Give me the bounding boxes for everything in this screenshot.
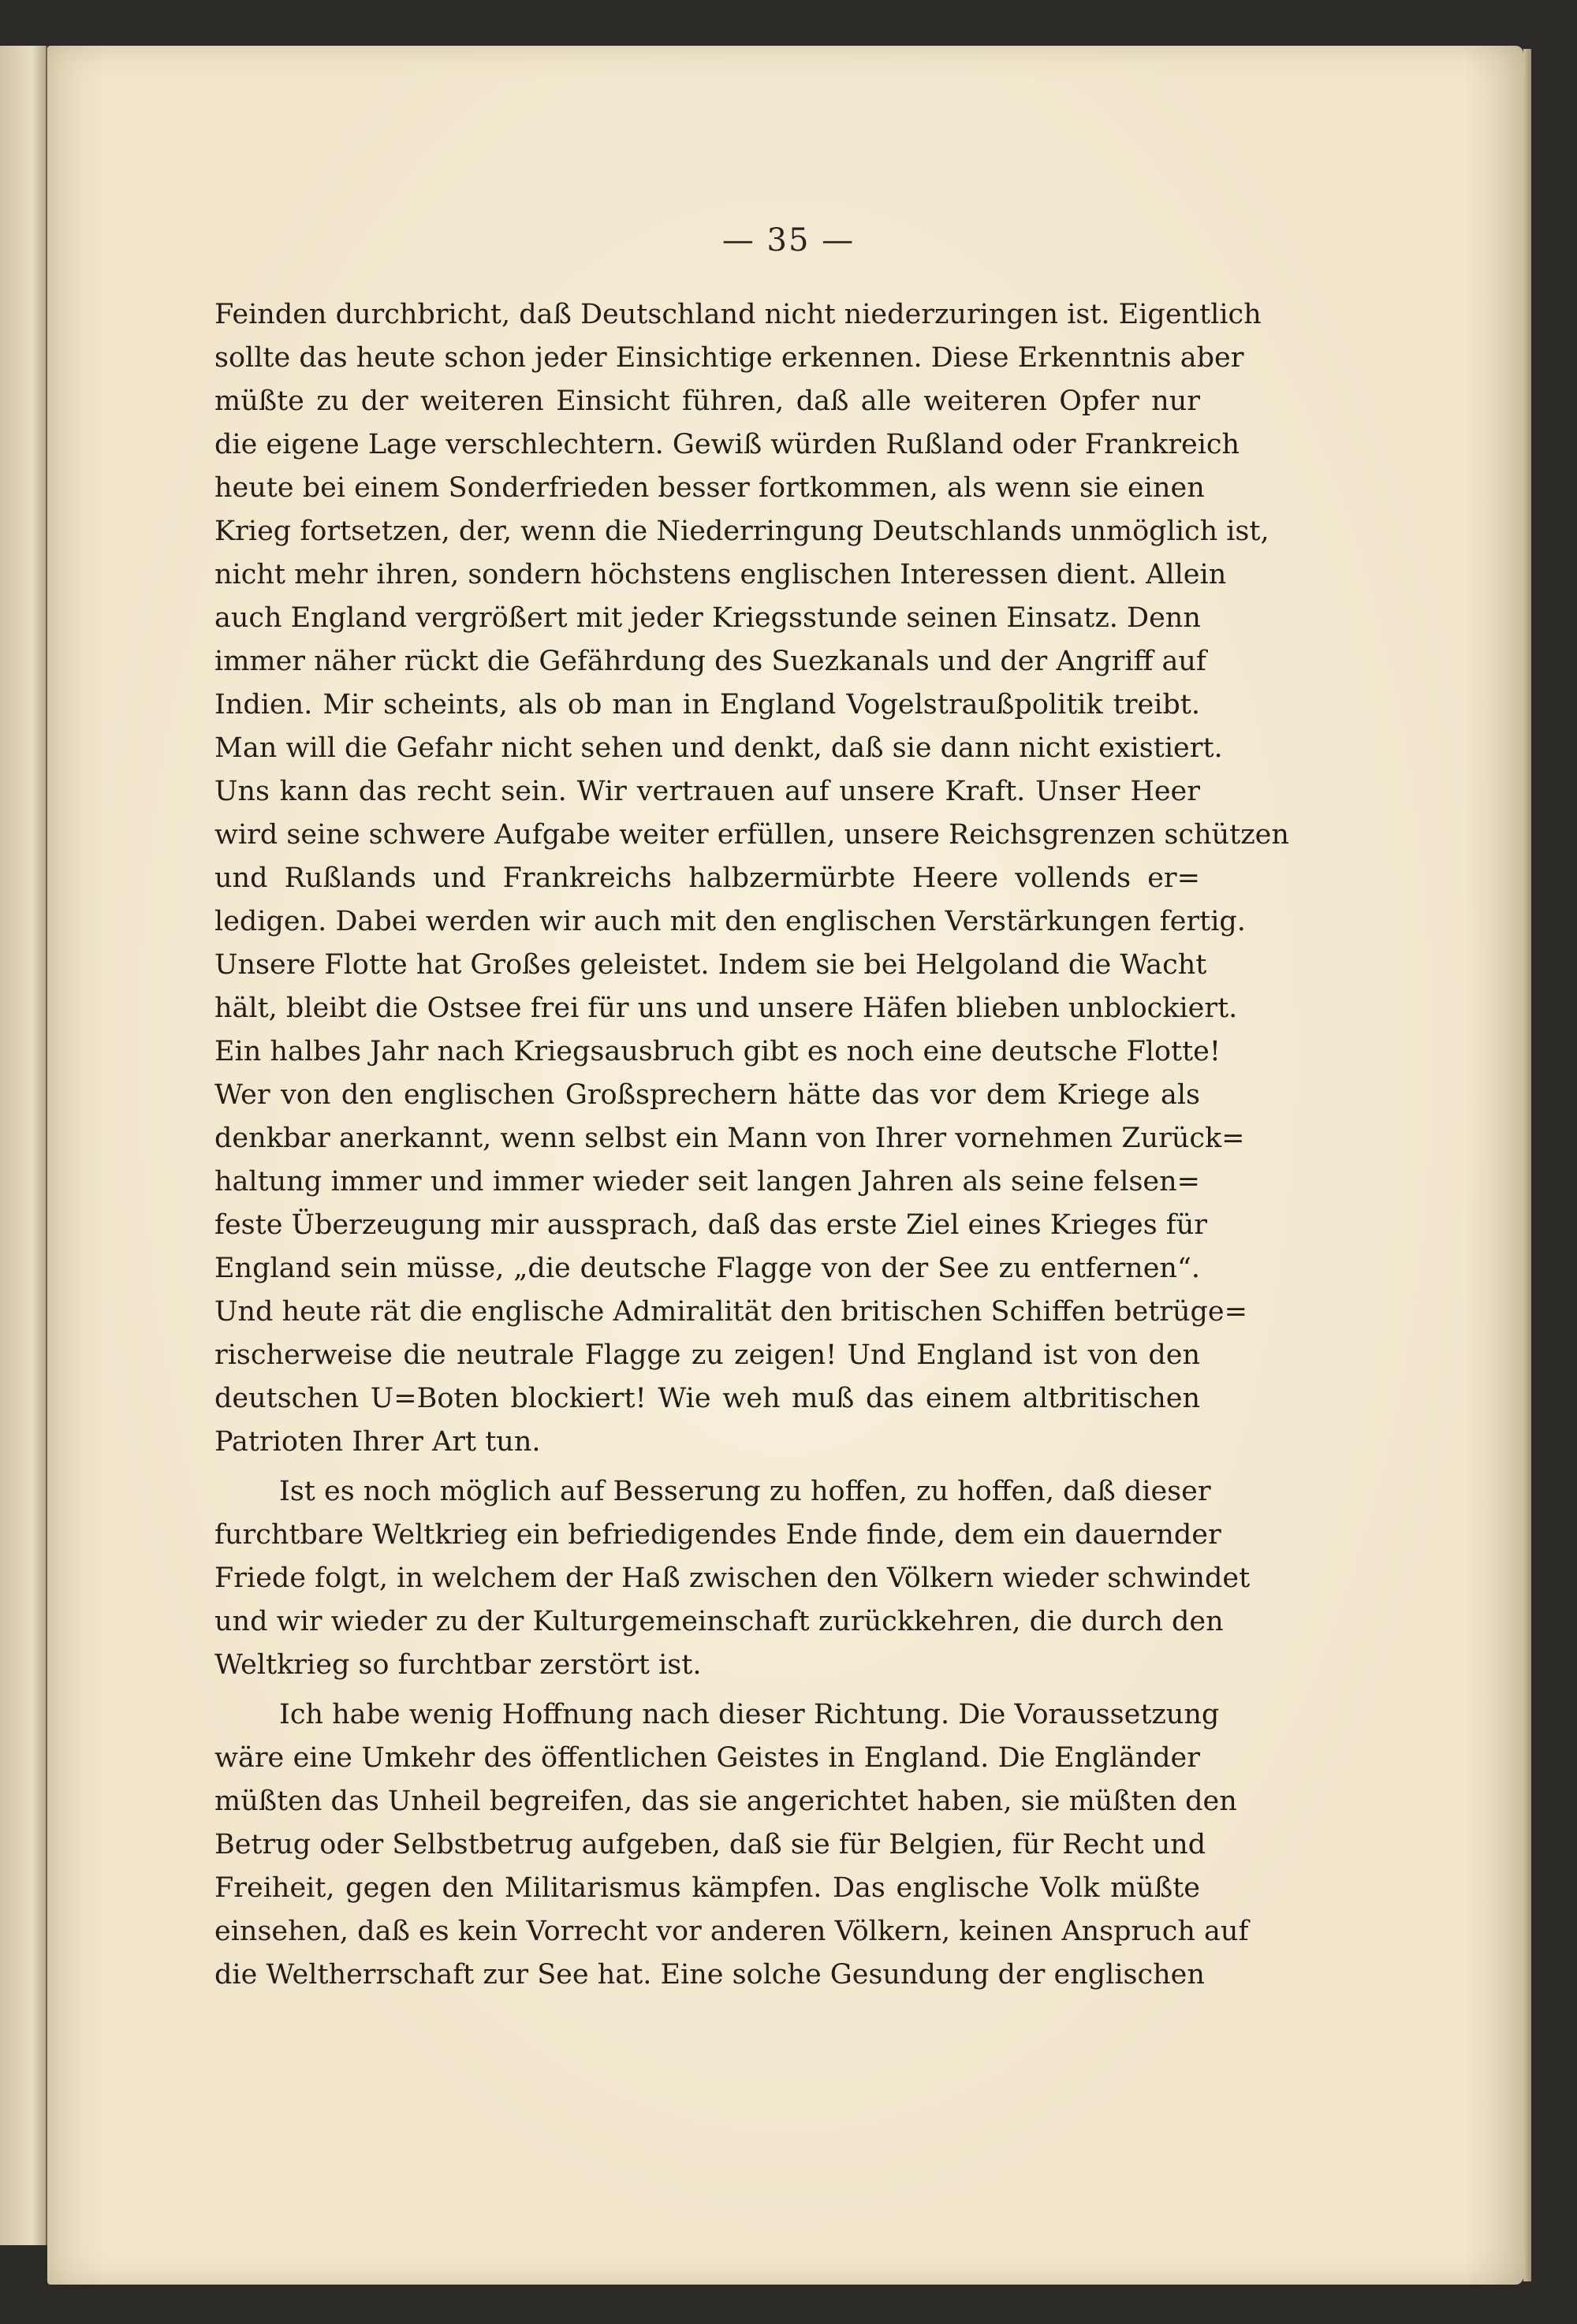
text-line: und wir wieder zu der Kulturgemeinschaft zurückkehren, die durch den — [214, 1606, 1224, 1637]
text-line: Weltkrieg so furchtbar zerstört ist. — [214, 1649, 702, 1681]
paragraph-gap — [214, 1687, 1200, 1693]
text-line: Ist es noch möglich auf Besserung zu hoffen, zu hoffen, daß dieser — [279, 1476, 1211, 1507]
text-line: wäre eine Umkehr des öffentlichen Geistes in England. Die Engländer — [214, 1742, 1200, 1774]
text-line: einsehen, daß es kein Vorrecht vor anderen Völkern, keinen Anspruch auf — [214, 1916, 1249, 1947]
text-line: wird seine schwere Aufgabe weiter erfüllen, unsere Reichsgrenzen schützen — [214, 819, 1289, 851]
paragraph-gap — [214, 1464, 1200, 1470]
text-line: Man will die Gefahr nicht sehen und denkt, daß sie dann nicht existiert. — [214, 732, 1223, 764]
text-line: Betrug oder Selbstbetrug aufgeben, daß sie für Belgien, für Recht und — [214, 1829, 1206, 1860]
text-line: sollte das heute schon jeder Einsichtige erkennen. Diese Erkenntnis aber — [214, 342, 1244, 374]
text-line: denkbar anerkannt, wenn selbst ein Mann von Ihrer vornehmen Zurück= — [214, 1123, 1245, 1154]
paragraph — [214, 293, 1289, 1464]
page-stack-edge — [1523, 49, 1531, 2281]
text-line: England sein müsse, „die deutsche Flagge von der See zu entfernen“. — [214, 1253, 1200, 1284]
text-line: deutschen U=Boten blockiert! Wie weh muß das einem altbritischen — [214, 1383, 1200, 1414]
text-line: ledigen. Dabei werden wir auch mit den englischen Verstärkungen fertig. — [214, 906, 1246, 937]
text-line: heute bei einem Sonderfrieden besser fortkommen, als wenn sie einen — [214, 472, 1205, 504]
paragraph — [214, 1693, 1249, 1997]
text-line: hält, bleibt die Ostsee frei für uns und unsere Häfen blieben unblockiert. — [214, 993, 1238, 1024]
text-line: Ein halbes Jahr nach Kriegsausbruch gibt es noch eine deutsche Flotte! — [214, 1036, 1221, 1067]
paragraph — [214, 1470, 1251, 1687]
text-line: müßte zu der weiteren Einsicht führen, daß alle weiteren Opfer nur — [214, 385, 1200, 417]
text-line: Ich habe wenig Hoffnung nach dieser Richtung. Die Voraussetzung — [279, 1699, 1220, 1730]
text-line: nicht mehr ihren, sondern höchstens englischen Interessen dient. Allein — [214, 559, 1227, 590]
text-line: Indien. Mir scheints, als ob man in England Vogelstraußpolitik treibt. — [214, 689, 1200, 721]
text-line: Patrioten Ihrer Art tun. — [214, 1426, 541, 1458]
body-text — [214, 293, 1289, 1997]
text-line: und Rußlands und Frankreichs halbzermürbte Heere vollends er= — [214, 862, 1200, 894]
text-line: Feinden durchbricht, daß Deutschland nicht niederzuringen ist. Eigentlich — [214, 299, 1262, 330]
text-line: die eigene Lage verschlechtern. Gewiß würden Rußland oder Frankreich — [214, 429, 1240, 460]
text-line: immer näher rückt die Gefährdung des Suezkanals und der Angriff auf — [214, 646, 1206, 677]
previous-page-edge — [0, 46, 47, 2245]
text-line: Freiheit, gegen den Militarismus kämpfen. Das englische Volk müßte — [214, 1872, 1200, 1904]
text-line: müßten das Unheil begreifen, das sie angerichtet haben, sie müßten den — [214, 1786, 1237, 1817]
text-line: Und heute rät die englische Admiralität den britischen Schiffen betrüge= — [214, 1296, 1247, 1328]
text-line: Uns kann das recht sein. Wir vertrauen auf unsere Kraft. Unser Heer — [214, 776, 1200, 807]
text-line: die Weltherrschaft zur See hat. Eine solche Gesundung der englischen — [214, 1959, 1205, 1991]
text-line: Friede folgt, in welchem der Haß zwischen den Völkern wieder schwindet — [214, 1562, 1251, 1594]
text-line: rischerweise die neutrale Flagge zu zeigen! Und England ist von den — [214, 1339, 1200, 1371]
page-number: — 35 — — [721, 222, 856, 259]
text-line: Unsere Flotte hat Großes geleistet. Indem sie bei Helgoland die Wacht — [214, 949, 1207, 981]
text-line: haltung immer und immer wieder seit langen Jahren als seine felsen= — [214, 1166, 1200, 1197]
text-line: Wer von den englischen Großsprechern hätte das vor dem Kriege als — [214, 1079, 1200, 1111]
text-line: Krieg fortsetzen, der, wenn die Niederringung Deutschlands unmöglich ist, — [214, 516, 1269, 547]
text-line: feste Überzeugung mir aussprach, daß das erste Ziel eines Krieges für — [214, 1209, 1208, 1241]
text-line: furchtbare Weltkrieg ein befriedigendes Ende finde, dem ein dauernder — [214, 1519, 1221, 1551]
text-line: auch England vergrößert mit jeder Kriegsstunde seinen Einsatz. Denn — [214, 602, 1201, 634]
